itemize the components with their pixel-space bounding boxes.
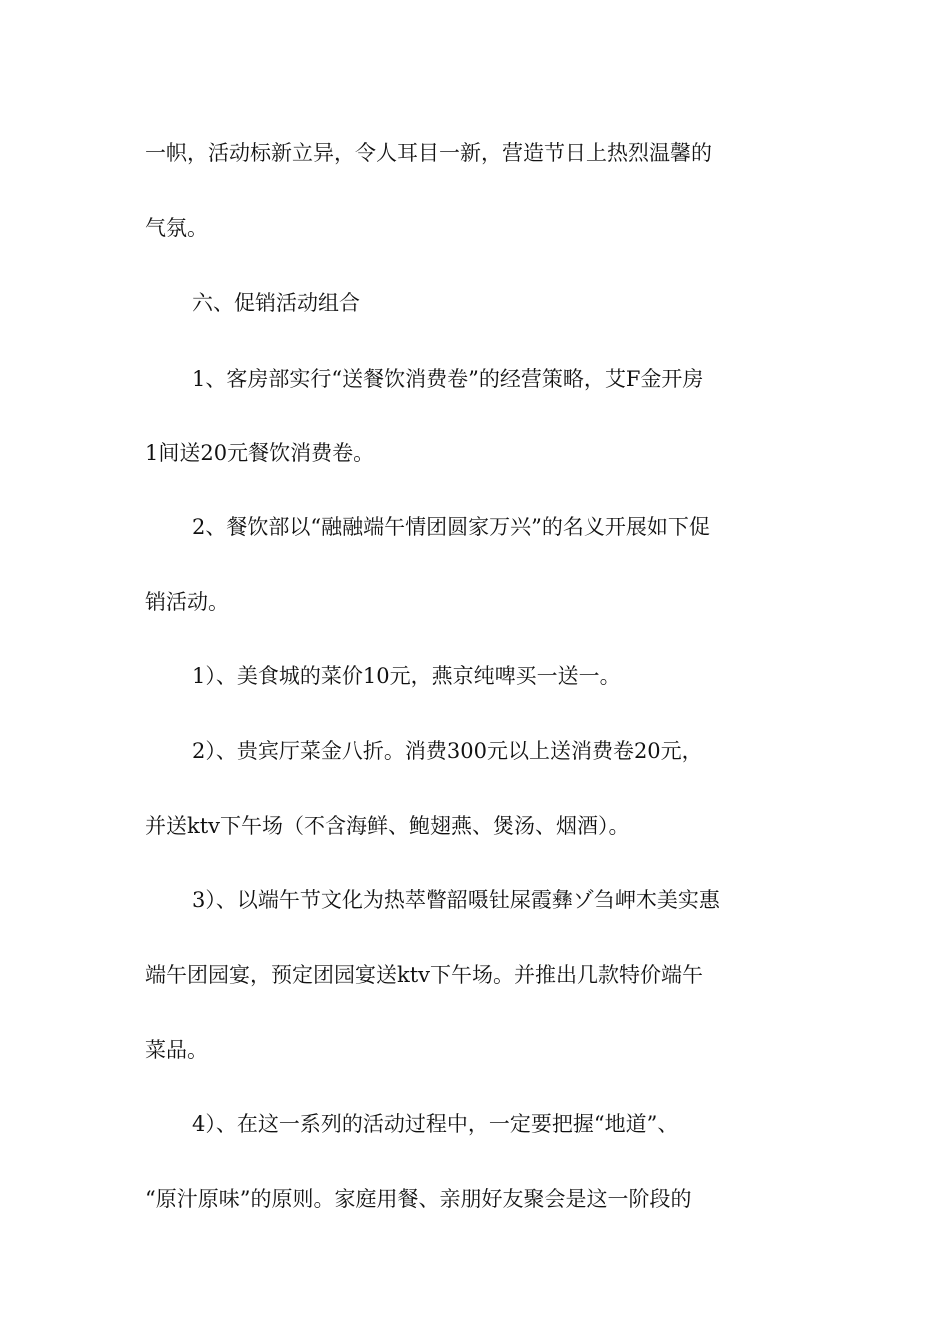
text-line: 1、客房部实行“送餐饮消费卷”的经营策略，艾F金开房 [192, 367, 704, 391]
text-line: 一帜，活动标新立异，令人耳目一新，营造节日上热烈温馨的 [145, 141, 712, 165]
text-line: 1间送20元餐饮消费卷。 [145, 441, 375, 465]
text-line: 3）、以端午节文化为热萃瞥韶嗫钍屎霞彝ゾ刍岬木美实惠 [192, 888, 720, 912]
text-line: “原汁原味”的原则。家庭用餐、亲朋好友聚会是这一阶段的 [145, 1187, 692, 1211]
text-line: 2）、贵宾厅菜金八折。消费300元以上送消费卷20元， [192, 739, 703, 763]
text-line: 端午团园宴，预定团园宴送ktv下午场。并推出几款特价端午 [145, 963, 704, 987]
text-line: 菜品。 [145, 1038, 208, 1062]
text-line: 气氛。 [145, 216, 208, 240]
text-line: 2、餐饮部以“融融端午情团圆家万兴”的名义开展如下促 [192, 515, 710, 539]
text-line: 4）、在这一系列的活动过程中，一定要把握“地道”、 [192, 1112, 679, 1136]
text-line: 并送ktv下午场（不含海鲜、鲍翅燕、煲汤、烟酒）。 [145, 814, 630, 838]
text-line: 1）、美食城的菜价10元，燕京纯啤买一送一。 [192, 664, 621, 688]
section-heading: 六、促销活动组合 [192, 291, 360, 315]
text-line: 销活动。 [145, 590, 229, 614]
